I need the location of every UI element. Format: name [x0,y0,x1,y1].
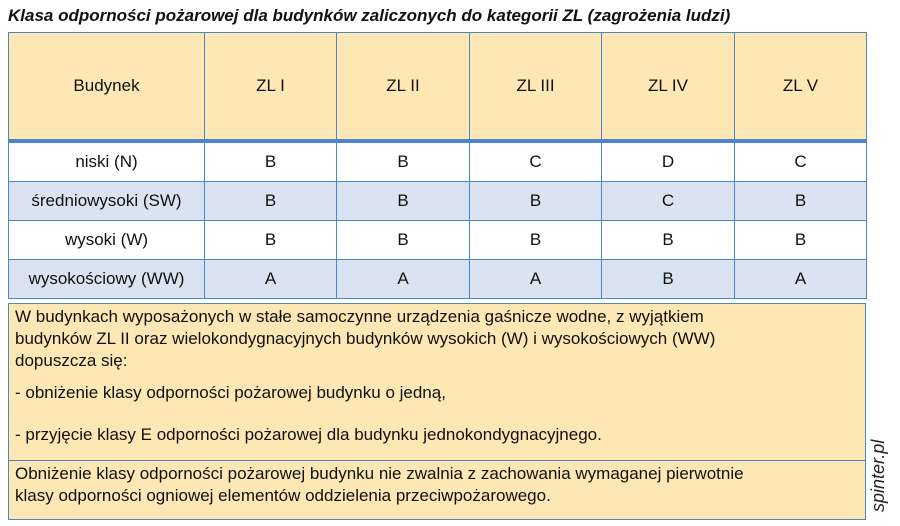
row-label: niski (N) [9,141,205,182]
table-cell: B [337,182,470,221]
table-cell: A [337,260,470,299]
fire-resistance-table [8,32,867,299]
table-cell: B [602,221,735,260]
table-cell: B [205,221,337,260]
note-list-item: - obniżenie klasy odporności pożarowej budynku o jedną, [15,383,446,402]
table-cell: B [337,141,470,182]
table-cell: B [470,182,602,221]
header-cell-zl1: ZL I [205,33,337,142]
note-text-line: budynków ZL II oraz wielokondygnacyjnych budynków wysokich (W) i wysokościowych (WW) [15,329,716,348]
table-cell: C [470,141,602,182]
table-row [9,141,867,182]
table-cell: A [470,260,602,299]
exceptions-note [8,303,866,463]
table-cell: B [470,221,602,260]
page-title: Klasa odporności pożarowej dla budynków zaliczonych do kategorii ZL (zagrożenia ludzi) [8,6,731,25]
table-row [9,260,867,299]
table-cell: B [337,221,470,260]
table-cell: B [735,182,867,221]
row-label: wysokościowy (WW) [9,260,205,299]
table-cell: A [205,260,337,299]
table-row [9,221,867,260]
row-label: wysoki (W) [9,221,205,260]
note-text-line: Obniżenie klasy odporności pożarowej budynku nie zwalnia z zachowania wymaganej pierwotnie [15,464,744,483]
table-cell: B [735,221,867,260]
header-cell-zl3: ZL III [470,33,602,142]
row-label: średniowysoki (SW) [9,182,205,221]
note-text-line: W budynkach wyposażonych w stałe samoczynne urządzenia gaśnicze wodne, z wyjątkiem [15,307,704,326]
table-cell: B [205,182,337,221]
header-cell-building: Budynek [9,33,205,142]
table-cell: C [602,182,735,221]
table-cell: B [205,141,337,182]
watermark: spinter.pl [868,439,888,512]
header-cell-zl5: ZL V [735,33,867,142]
table-header-row [9,33,867,142]
warning-note [8,460,866,520]
header-cell-zl4: ZL IV [602,33,735,142]
table-cell: C [735,141,867,182]
table-cell: A [735,260,867,299]
note-text-line: dopuszcza się: [15,351,128,370]
table-cell: D [602,141,735,182]
header-cell-zl2: ZL II [337,33,470,142]
note-text-line: klasy odporności ogniowej elementów oddzielenia przeciwpożarowego. [15,486,551,505]
note-list-item: - przyjęcie klasy E odporności pożarowej dla budynku jednokondygnacyjnego. [15,425,602,444]
table-cell: B [602,260,735,299]
table-row [9,182,867,221]
